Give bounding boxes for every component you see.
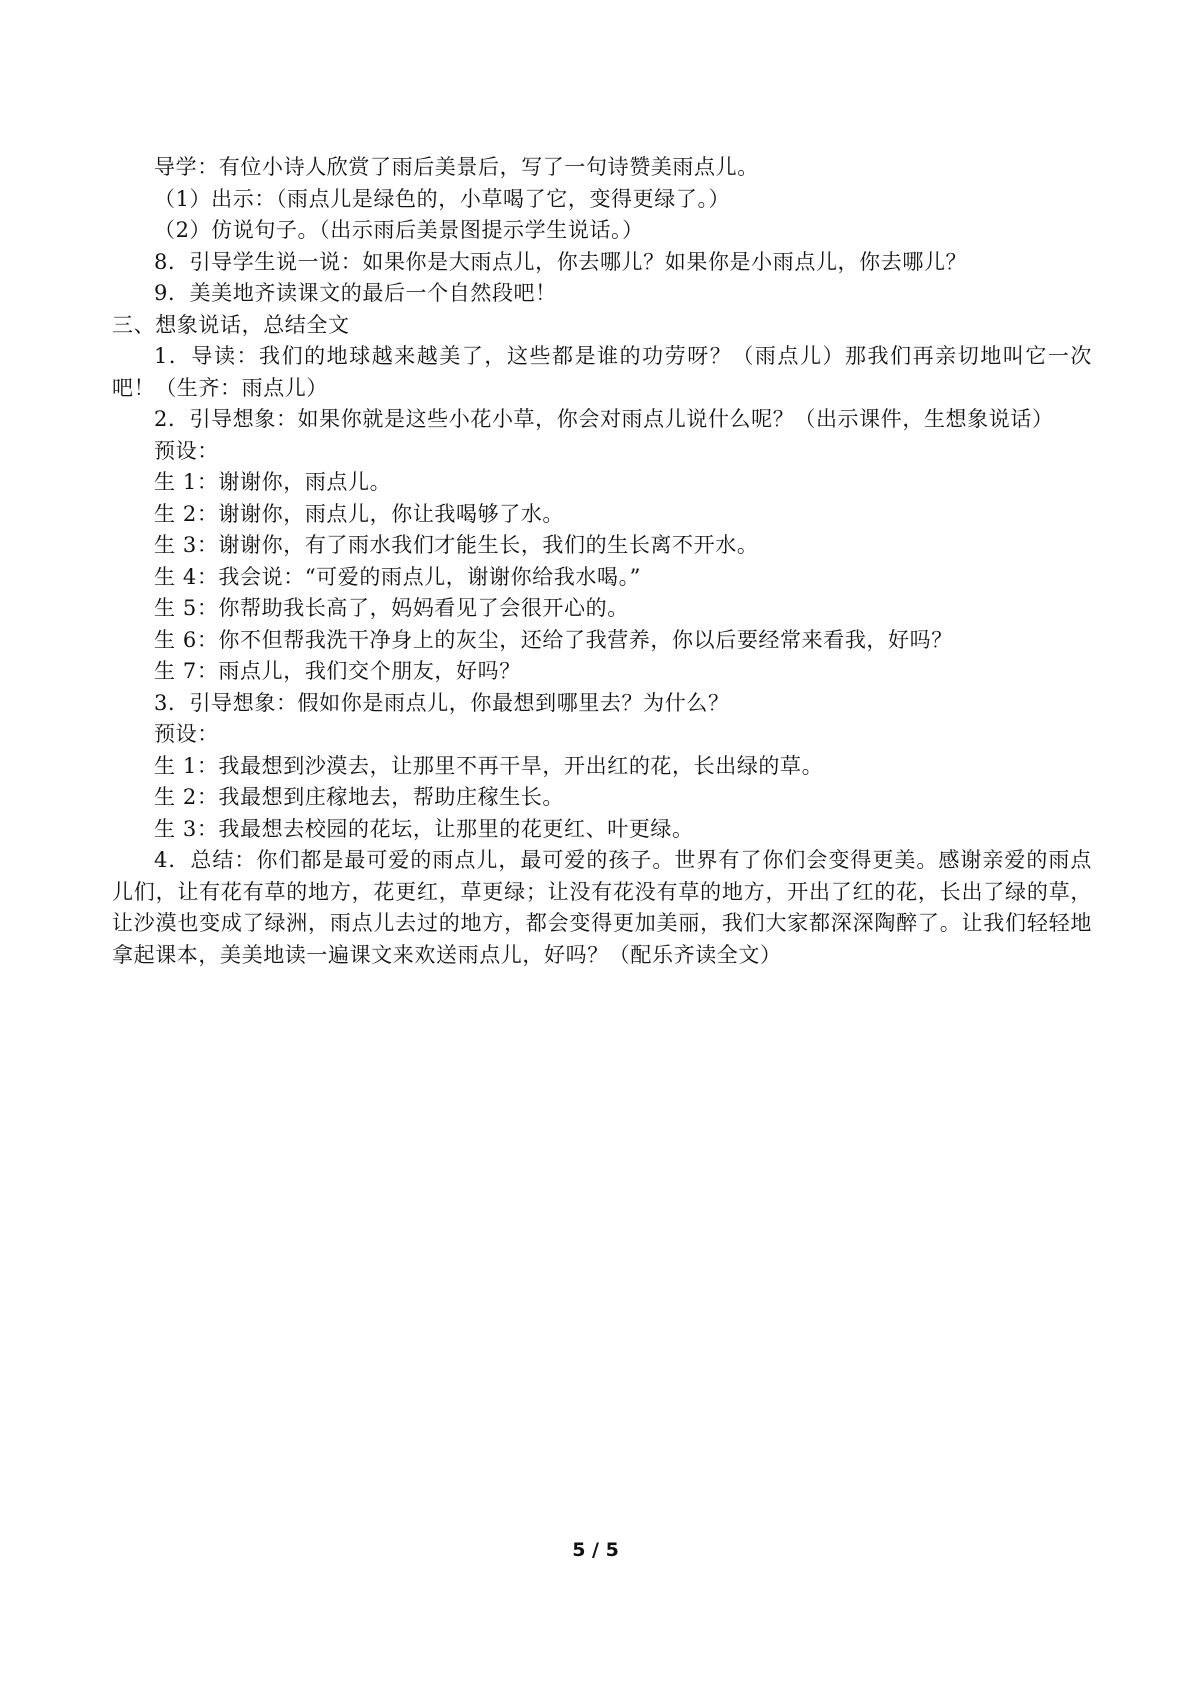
paragraph-guided-study: 导学：有位小诗人欣赏了雨后美景后，写了一句诗赞美雨点儿。: [154, 155, 759, 179]
section-heading-three: 三、想象说话，总结全文: [112, 312, 350, 337]
document-body: [112, 152, 1092, 971]
page-number: 5 / 5: [572, 1539, 619, 1561]
paragraph-item-2-imagination: 2．引导想象：如果你就是这些小花小草，你会对雨点儿说什么呢？（出示课件，生想象说话）: [154, 407, 1054, 431]
paragraph-student-1a: 生 1：谢谢你，雨点儿。: [154, 470, 392, 494]
paragraph-student-4a: 生 4：我会说：“可爱的雨点儿，谢谢你给我水喝。”: [154, 564, 642, 589]
paragraph-student-3b: 生 3：我最想去校园的花坛，让那里的花更红、叶更绿。: [154, 816, 694, 841]
paragraph-show-sentence: （1）出示：（雨点儿是绿色的，小草喝了它，变得更绿了。）: [154, 186, 731, 211]
paragraph-student-2a: 生 2：谢谢你，雨点儿，你让我喝够了水。: [154, 501, 565, 526]
paragraph-preset-2: 预设：: [154, 722, 219, 746]
paragraph-item-8: 8．引导学生说一说：如果你是大雨点儿，你去哪儿？如果你是小雨点儿，你去哪儿？: [154, 249, 968, 274]
paragraph-item-4-summary: 4．总结：你们都是最可爱的雨点儿，最可爱的孩子。世界有了你们会变得更美。感谢亲爱的雨点儿们，让有花有草的地方，花更红，草更绿；让没有花没有草的地方，开出了红的花，长出了绿的草，让沙漠也变成了绿洲，雨点儿去过的地方，都会变得更加美丽，我们大家都深深陶醉了。让我们轻轻地拿起课本，美美地读一遍课文来欢送雨点儿，好吗？（配乐齐读全文）: [112, 848, 1092, 967]
paragraph-student-7a: 生 7：雨点儿，我们交个朋友，好吗？: [154, 659, 521, 683]
paragraph-student-6a: 生 6：你不但帮我洗干净身上的灰尘，还给了我营养，你以后要经常来看我，好吗？: [154, 627, 953, 652]
paragraph-student-5a: 生 5：你帮助我长高了，妈妈看见了会很开心的。: [154, 596, 629, 620]
paragraph-student-3a: 生 3：谢谢你，有了雨水我们才能生长，我们的生长离不开水。: [154, 533, 759, 557]
paragraph-preset-1: 预设：: [154, 438, 219, 463]
paragraph-imitate-sentence: （2）仿说句子。（出示雨后美景图提示学生说话。）: [154, 218, 644, 242]
paragraph-student-2b: 生 2：我最想到庄稼地去，帮助庄稼生长。: [154, 785, 565, 809]
paragraph-item-9: 9．美美地齐读课文的最后一个自然段吧！: [154, 281, 557, 305]
paragraph-item-1-guided-reading: 1．导读：我们的地球越来越美了，这些都是谁的功劳呀？（雨点儿）那我们再亲切地叫它一次吧！（生齐：雨点儿）: [112, 344, 1092, 400]
paragraph-item-3-imagination: 3．引导想象：假如你是雨点儿，你最想到哪里去？为什么？: [154, 690, 730, 715]
paragraph-student-1b: 生 1：我最想到沙漠去，让那里不再干旱，开出红的花，长出绿的草。: [154, 753, 824, 778]
